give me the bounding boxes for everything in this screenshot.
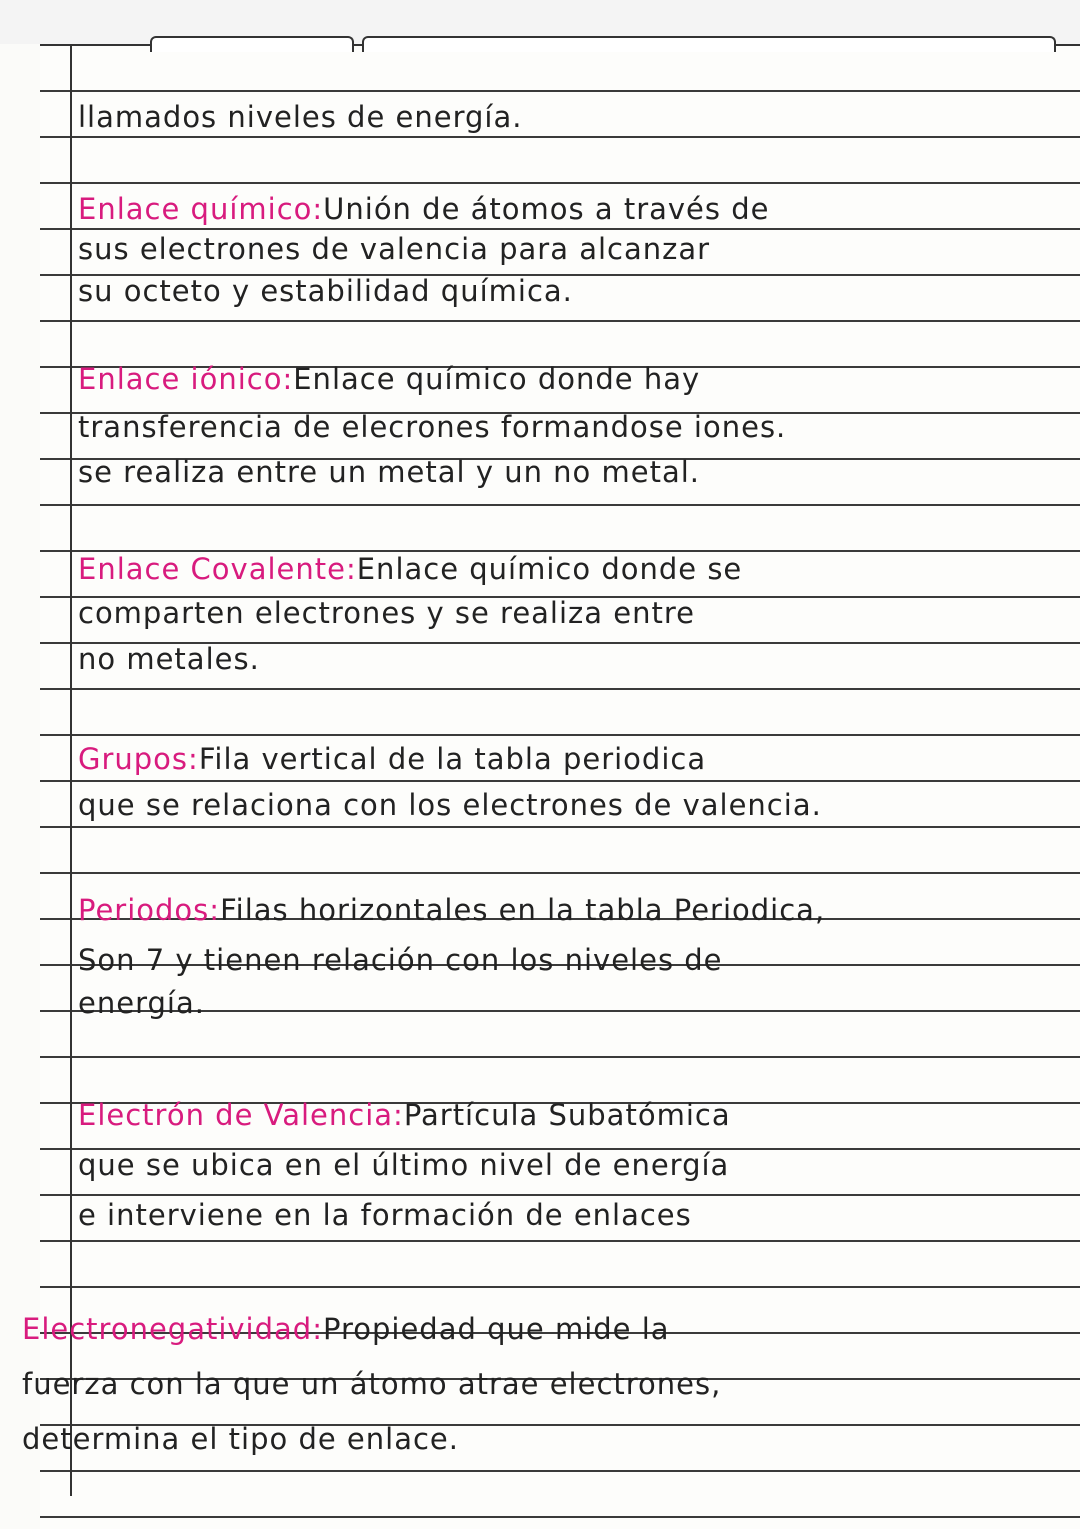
- definition-line: Fila vertical de la tabla periodica: [198, 742, 707, 776]
- definition-line: no metales.: [78, 642, 260, 676]
- definition-line: fuerza con la que un átomo atrae electrones,: [22, 1367, 722, 1401]
- entry-enlace-ionico: [78, 362, 700, 396]
- entry-electronegatividad: [22, 1312, 670, 1346]
- definition-line: que se ubica en el último nivel de energía: [78, 1148, 730, 1182]
- definition-line: que se relaciona con los electrones de valencia.: [78, 788, 822, 822]
- definition-line: sus electrones de valencia para alcanzar: [78, 232, 711, 266]
- definition-line: Son 7 y tienen relación con los niveles de: [78, 943, 723, 977]
- definition-line: comparten electrones y se realiza entre: [78, 596, 695, 630]
- definition-line: Enlace químico donde se: [356, 552, 743, 586]
- term: Enlace iónico:: [78, 362, 294, 396]
- entry-enlace-quimico: [78, 192, 769, 226]
- definition-line: se realiza entre un metal y un no metal.: [78, 455, 701, 489]
- term: Periodos:: [78, 893, 221, 927]
- definition-line: determina el tipo de enlace.: [22, 1422, 459, 1456]
- definition-line: Enlace químico donde hay: [293, 362, 701, 396]
- notebook-page: [40, 44, 1080, 1529]
- margin-line: [70, 46, 72, 1496]
- term: Electrón de Valencia:: [78, 1098, 404, 1132]
- definition-line: Propiedad que mide la: [322, 1312, 670, 1346]
- entry-enlace-covalente: [78, 552, 742, 586]
- entry-periodos: [78, 893, 825, 927]
- definition-line: transferencia de elecrones formandose iones.: [78, 410, 787, 444]
- intro-text: llamados niveles de energía.: [78, 100, 523, 134]
- entry-electron-de-valencia: [78, 1098, 731, 1132]
- definition-line: su octeto y estabilidad química.: [78, 274, 573, 308]
- term: Enlace químico:: [78, 192, 324, 226]
- definition-line: e interviene en la formación de enlaces: [78, 1198, 692, 1232]
- term: Enlace Covalente:: [78, 552, 357, 586]
- entry-grupos: [78, 742, 706, 776]
- definition-line: Partícula Subatómica: [403, 1098, 731, 1132]
- term: Grupos:: [78, 742, 199, 776]
- term: Electronegatividad:: [22, 1312, 323, 1346]
- definition-line: Filas horizontales en la tabla Periodica,: [220, 893, 826, 927]
- page-tab: [150, 36, 354, 52]
- page-tab: [362, 36, 1056, 52]
- definition-line: Unión de átomos a través de: [323, 192, 770, 226]
- definition-line: energía.: [78, 986, 205, 1020]
